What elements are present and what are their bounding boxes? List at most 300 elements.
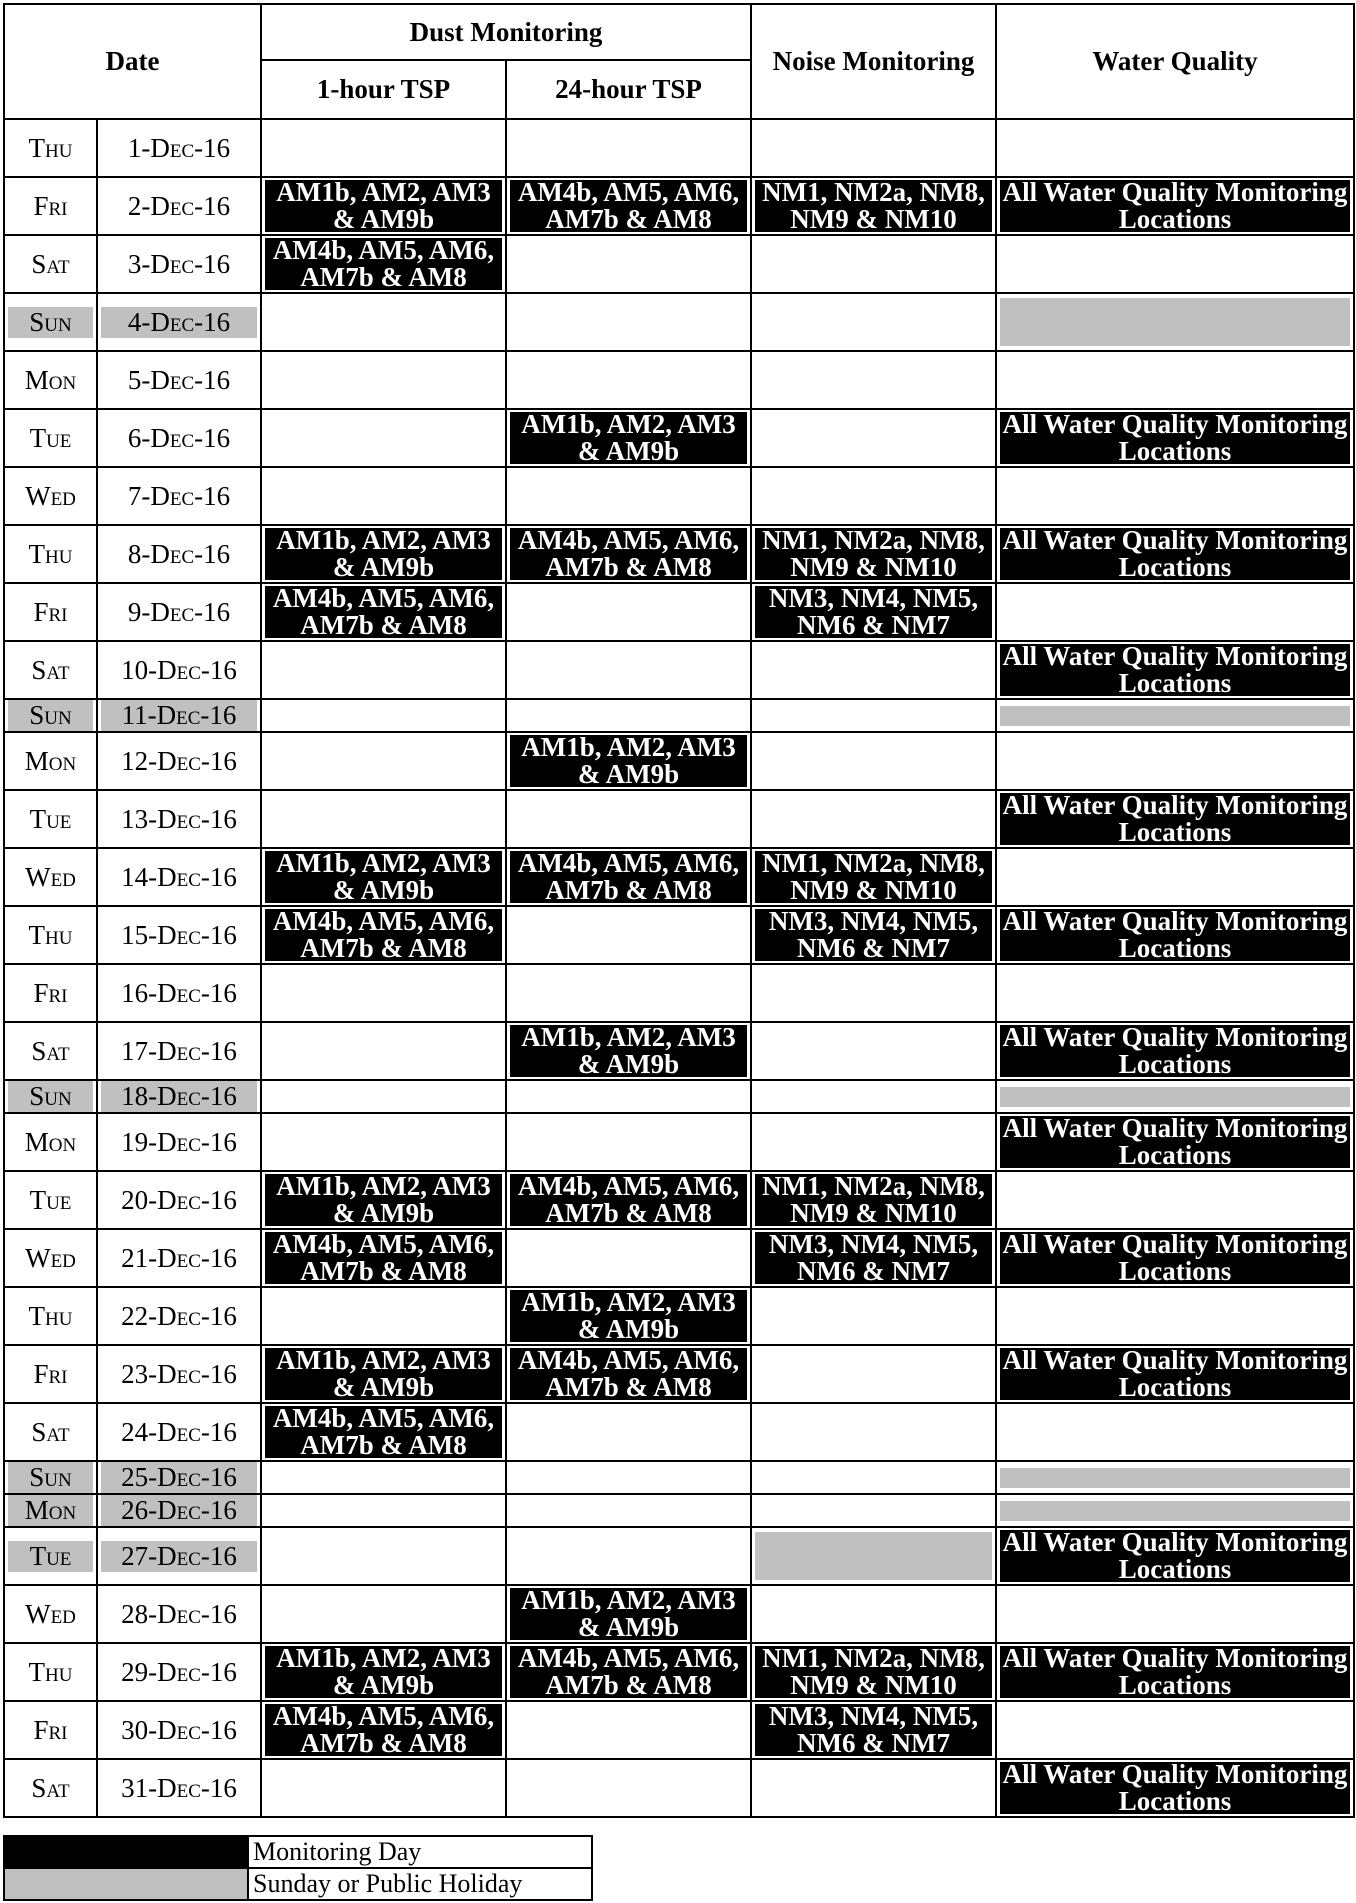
day-cell [4, 177, 97, 235]
water-cell [996, 1403, 1354, 1461]
day-cell [4, 1494, 97, 1527]
date-cell [97, 235, 261, 293]
noise-cell [751, 848, 996, 906]
monitoring-locations: NM3, NM4, NM5, NM6 & NM7 [755, 909, 992, 961]
tsp1-cell [261, 1585, 506, 1643]
tsp24-cell [506, 1171, 751, 1229]
noise-cell [751, 1113, 996, 1171]
day-cell [4, 732, 97, 790]
date-cell-text: 14-Dec-16 [121, 861, 237, 892]
table-row [4, 964, 1354, 1022]
water-cell [996, 848, 1354, 906]
date-cell-text: 18-Dec-16 [101, 1081, 257, 1112]
monitoring-locations: All Water Quality Monitoring Locations [1000, 1646, 1350, 1698]
table-row [4, 699, 1354, 732]
water-cell [996, 1701, 1354, 1759]
monitoring-locations: NM1, NM2a, NM8, NM9 & NM10 [755, 851, 992, 903]
legend-monitoring-swatch [4, 1836, 248, 1868]
date-cell-text: 16-Dec-16 [121, 977, 237, 1008]
noise-cell [751, 235, 996, 293]
tsp24-cell [506, 790, 751, 848]
tsp24-cell [506, 177, 751, 235]
water-cell [996, 119, 1354, 177]
date-cell-text: 1-Dec-16 [127, 132, 231, 163]
day-cell-text: Tue [29, 1184, 72, 1215]
day-cell [4, 1527, 97, 1585]
legend-holiday-swatch [4, 1868, 248, 1900]
day-cell [4, 1759, 97, 1817]
table-row [4, 641, 1354, 699]
day-cell-text: Sun [8, 1081, 93, 1112]
day-cell-text: Sat [31, 1416, 70, 1447]
monitoring-locations: NM3, NM4, NM5, NM6 & NM7 [755, 1704, 992, 1756]
date-cell [97, 177, 261, 235]
date-cell-text: 5-Dec-16 [127, 364, 231, 395]
water-cell [996, 235, 1354, 293]
tsp1-cell [261, 848, 506, 906]
date-cell-text: 21-Dec-16 [121, 1242, 237, 1273]
water-cell [996, 409, 1354, 467]
table-row [4, 409, 1354, 467]
day-cell [4, 409, 97, 467]
date-cell-text: 2-Dec-16 [127, 190, 231, 221]
header-noise-monitoring: Noise Monitoring [751, 4, 996, 119]
tsp1-cell [261, 119, 506, 177]
tsp24-cell [506, 409, 751, 467]
noise-cell [751, 119, 996, 177]
date-cell [97, 848, 261, 906]
water-cell [996, 1643, 1354, 1701]
tsp24-cell [506, 1022, 751, 1080]
table-row [4, 1759, 1354, 1817]
tsp24-cell [506, 235, 751, 293]
table-row [4, 1494, 1354, 1527]
water-cell [996, 1585, 1354, 1643]
monitoring-locations: All Water Quality Monitoring Locations [1000, 1025, 1350, 1077]
water-cell [996, 1345, 1354, 1403]
day-cell [4, 641, 97, 699]
noise-cell [751, 1345, 996, 1403]
monitoring-locations: AM4b, AM5, AM6, AM7b & AM8 [265, 1232, 502, 1284]
date-cell-text: 10-Dec-16 [121, 654, 237, 685]
water-cell [996, 177, 1354, 235]
tsp1-cell [261, 1494, 506, 1527]
day-cell-text: Fri [33, 596, 68, 627]
monitoring-locations: AM4b, AM5, AM6, AM7b & AM8 [265, 1406, 502, 1458]
monitoring-locations: AM4b, AM5, AM6, AM7b & AM8 [510, 1348, 747, 1400]
monitoring-locations: AM1b, AM2, AM3 & AM9b [510, 1290, 747, 1342]
day-cell [4, 235, 97, 293]
monitoring-locations: All Water Quality Monitoring Locations [1000, 412, 1350, 464]
day-cell [4, 1022, 97, 1080]
tsp1-cell [261, 1080, 506, 1113]
header-water-quality: Water Quality [996, 4, 1354, 119]
tsp24-cell [506, 351, 751, 409]
tsp1-cell [261, 1759, 506, 1817]
day-cell [4, 1345, 97, 1403]
noise-cell [751, 906, 996, 964]
water-cell [996, 1461, 1354, 1494]
date-cell-text: 9-Dec-16 [127, 596, 231, 627]
table-row [4, 119, 1354, 177]
tsp1-cell [261, 641, 506, 699]
monitoring-locations: AM1b, AM2, AM3 & AM9b [510, 1025, 747, 1077]
table-row [4, 351, 1354, 409]
tsp1-cell [261, 1287, 506, 1345]
tsp1-cell [261, 467, 506, 525]
monitoring-locations: AM4b, AM5, AM6, AM7b & AM8 [510, 851, 747, 903]
day-cell-text: Sun [8, 307, 93, 338]
date-cell-text: 15-Dec-16 [121, 919, 237, 950]
tsp1-cell [261, 790, 506, 848]
day-cell-text: Fri [33, 190, 68, 221]
monitoring-locations: AM1b, AM2, AM3 & AM9b [265, 1348, 502, 1400]
date-cell-text: 3-Dec-16 [127, 248, 231, 279]
date-cell-text: 19-Dec-16 [121, 1126, 237, 1157]
date-cell [97, 119, 261, 177]
water-cell [996, 351, 1354, 409]
noise-cell [751, 351, 996, 409]
date-cell [97, 525, 261, 583]
date-cell [97, 351, 261, 409]
day-cell-text: Tue [8, 1541, 93, 1572]
noise-cell [751, 790, 996, 848]
date-cell-text: 22-Dec-16 [121, 1300, 237, 1331]
monitoring-locations: AM4b, AM5, AM6, AM7b & AM8 [265, 586, 502, 638]
date-cell-text: 26-Dec-16 [101, 1495, 257, 1526]
water-cell [996, 964, 1354, 1022]
noise-cell [751, 964, 996, 1022]
tsp24-cell [506, 1461, 751, 1494]
tsp24-cell [506, 1643, 751, 1701]
date-cell [97, 1701, 261, 1759]
table-row [4, 1345, 1354, 1403]
date-cell [97, 1403, 261, 1461]
water-cell [996, 1080, 1354, 1113]
tsp24-cell [506, 641, 751, 699]
table-row [4, 177, 1354, 235]
tsp24-cell [506, 1759, 751, 1817]
water-cell [996, 1287, 1354, 1345]
tsp24-cell [506, 732, 751, 790]
day-cell [4, 1643, 97, 1701]
day-cell [4, 1113, 97, 1171]
date-cell-text: 20-Dec-16 [121, 1184, 237, 1215]
day-cell-text: Sun [8, 1462, 93, 1493]
tsp1-cell [261, 351, 506, 409]
date-cell-text: 4-Dec-16 [101, 307, 257, 338]
day-cell-text: Sat [31, 654, 70, 685]
date-cell [97, 1113, 261, 1171]
tsp24-cell [506, 964, 751, 1022]
day-cell [4, 1171, 97, 1229]
tsp1-cell [261, 1113, 506, 1171]
table-row [4, 1287, 1354, 1345]
header-date: Date [4, 4, 261, 119]
table-row [4, 235, 1354, 293]
tsp1-cell [261, 1022, 506, 1080]
tsp1-cell [261, 1643, 506, 1701]
table-row [4, 1701, 1354, 1759]
date-cell [97, 906, 261, 964]
monitoring-locations: All Water Quality Monitoring Locations [1000, 1348, 1350, 1400]
monitoring-locations: All Water Quality Monitoring Locations [1000, 793, 1350, 845]
day-cell-text: Thu [28, 538, 73, 569]
noise-cell [751, 1585, 996, 1643]
day-cell-text: Fri [33, 1358, 68, 1389]
date-cell-text: 8-Dec-16 [127, 538, 231, 569]
noise-cell [751, 641, 996, 699]
monitoring-locations: AM1b, AM2, AM3 & AM9b [265, 180, 502, 232]
tsp1-cell [261, 1403, 506, 1461]
water-cell [996, 1113, 1354, 1171]
day-cell [4, 790, 97, 848]
date-cell [97, 583, 261, 641]
monitoring-locations: NM3, NM4, NM5, NM6 & NM7 [755, 1232, 992, 1284]
monitoring-locations: AM1b, AM2, AM3 & AM9b [265, 1646, 502, 1698]
holiday-fill [1000, 1468, 1350, 1488]
monitoring-locations: All Water Quality Monitoring Locations [1000, 1530, 1350, 1582]
noise-cell [751, 409, 996, 467]
header-1-hour-tsp: 1-hour TSP [261, 60, 506, 119]
day-cell-text: Mon [24, 745, 77, 776]
monitoring-locations: All Water Quality Monitoring Locations [1000, 644, 1350, 696]
table-row [4, 1229, 1354, 1287]
tsp24-cell [506, 583, 751, 641]
day-cell [4, 351, 97, 409]
legend-holiday-label: Sunday or Public Holiday [248, 1868, 592, 1900]
tsp24-cell [506, 848, 751, 906]
water-cell [996, 1759, 1354, 1817]
day-cell-text: Wed [25, 1598, 76, 1629]
tsp1-cell [261, 1229, 506, 1287]
day-cell [4, 1461, 97, 1494]
date-cell [97, 1287, 261, 1345]
day-cell [4, 699, 97, 732]
tsp24-cell [506, 1403, 751, 1461]
monitoring-locations: AM1b, AM2, AM3 & AM9b [265, 528, 502, 580]
day-cell [4, 467, 97, 525]
schedule-body [4, 119, 1354, 1817]
water-cell [996, 467, 1354, 525]
table-row [4, 1113, 1354, 1171]
date-cell-text: 17-Dec-16 [121, 1035, 237, 1066]
tsp24-cell [506, 1113, 751, 1171]
legend [3, 1835, 593, 1901]
day-cell-text: Sun [8, 700, 93, 731]
date-cell-text: 27-Dec-16 [101, 1541, 257, 1572]
date-cell [97, 790, 261, 848]
date-cell [97, 1494, 261, 1527]
date-cell-text: 11-Dec-16 [101, 700, 257, 731]
noise-cell [751, 1403, 996, 1461]
tsp24-cell [506, 1585, 751, 1643]
holiday-fill [755, 1532, 992, 1580]
day-cell-text: Mon [24, 364, 77, 395]
monitoring-locations: AM4b, AM5, AM6, AM7b & AM8 [265, 238, 502, 290]
date-cell [97, 964, 261, 1022]
day-cell-text: Fri [33, 1714, 68, 1745]
table-row [4, 293, 1354, 351]
day-cell [4, 1585, 97, 1643]
day-cell-text: Fri [33, 977, 68, 1008]
day-cell-text: Sat [31, 1035, 70, 1066]
day-cell-text: Sat [31, 1772, 70, 1803]
date-cell-text: 25-Dec-16 [101, 1462, 257, 1493]
noise-cell [751, 1701, 996, 1759]
day-cell-text: Sat [31, 248, 70, 279]
water-cell [996, 1171, 1354, 1229]
noise-cell [751, 699, 996, 732]
day-cell [4, 1701, 97, 1759]
monitoring-locations: All Water Quality Monitoring Locations [1000, 909, 1350, 961]
noise-cell [751, 1229, 996, 1287]
monitoring-locations: AM4b, AM5, AM6, AM7b & AM8 [510, 1174, 747, 1226]
date-cell [97, 1585, 261, 1643]
noise-cell [751, 1171, 996, 1229]
noise-cell [751, 1461, 996, 1494]
tsp24-cell [506, 467, 751, 525]
table-row [4, 790, 1354, 848]
date-cell-text: 7-Dec-16 [127, 480, 231, 511]
monitoring-locations: AM1b, AM2, AM3 & AM9b [510, 412, 747, 464]
day-cell [4, 1229, 97, 1287]
tsp1-cell [261, 1461, 506, 1494]
date-cell [97, 467, 261, 525]
water-cell [996, 525, 1354, 583]
date-cell-text: 24-Dec-16 [121, 1416, 237, 1447]
monitoring-locations: NM1, NM2a, NM8, NM9 & NM10 [755, 1646, 992, 1698]
tsp24-cell [506, 1229, 751, 1287]
table-row [4, 732, 1354, 790]
tsp1-cell [261, 293, 506, 351]
table-row [4, 1080, 1354, 1113]
day-cell-text: Wed [25, 1242, 76, 1273]
noise-cell [751, 177, 996, 235]
day-cell [4, 964, 97, 1022]
day-cell-text: Mon [8, 1495, 93, 1526]
day-cell-text: Wed [25, 861, 76, 892]
tsp1-cell [261, 177, 506, 235]
header-24-hour-tsp: 24-hour TSP [506, 60, 751, 119]
water-cell [996, 1022, 1354, 1080]
tsp24-cell [506, 119, 751, 177]
holiday-fill [1000, 1087, 1350, 1107]
day-cell [4, 1080, 97, 1113]
date-cell [97, 1229, 261, 1287]
tsp1-cell [261, 235, 506, 293]
tsp1-cell [261, 906, 506, 964]
table-row [4, 1585, 1354, 1643]
noise-cell [751, 467, 996, 525]
day-cell [4, 525, 97, 583]
day-cell [4, 848, 97, 906]
water-cell [996, 1229, 1354, 1287]
water-cell [996, 583, 1354, 641]
date-cell-text: 29-Dec-16 [121, 1656, 237, 1687]
monitoring-locations: AM4b, AM5, AM6, AM7b & AM8 [510, 1646, 747, 1698]
tsp1-cell [261, 699, 506, 732]
water-cell [996, 293, 1354, 351]
date-cell-text: 30-Dec-16 [121, 1714, 237, 1745]
noise-cell [751, 1494, 996, 1527]
monitoring-locations: NM3, NM4, NM5, NM6 & NM7 [755, 586, 992, 638]
tsp24-cell [506, 1494, 751, 1527]
date-cell-text: 12-Dec-16 [121, 745, 237, 776]
table-row [4, 848, 1354, 906]
day-cell-text: Wed [25, 480, 76, 511]
water-cell [996, 699, 1354, 732]
day-cell-text: Tue [29, 422, 72, 453]
monitoring-locations: All Water Quality Monitoring Locations [1000, 180, 1350, 232]
noise-cell [751, 293, 996, 351]
water-cell [996, 641, 1354, 699]
tsp1-cell [261, 1527, 506, 1585]
monitoring-locations: NM1, NM2a, NM8, NM9 & NM10 [755, 1174, 992, 1226]
monitoring-locations: AM1b, AM2, AM3 & AM9b [510, 735, 747, 787]
tsp1-cell [261, 1701, 506, 1759]
monitoring-locations: AM1b, AM2, AM3 & AM9b [265, 1174, 502, 1226]
water-cell [996, 906, 1354, 964]
water-cell [996, 732, 1354, 790]
noise-cell [751, 1759, 996, 1817]
noise-cell [751, 1643, 996, 1701]
table-row [4, 1171, 1354, 1229]
day-cell [4, 119, 97, 177]
tsp1-cell [261, 964, 506, 1022]
monitoring-locations: AM1b, AM2, AM3 & AM9b [510, 1588, 747, 1640]
table-row [4, 906, 1354, 964]
noise-cell [751, 1080, 996, 1113]
monitoring-locations: AM4b, AM5, AM6, AM7b & AM8 [510, 528, 747, 580]
holiday-fill [1000, 706, 1350, 726]
noise-cell [751, 732, 996, 790]
tsp24-cell [506, 1701, 751, 1759]
date-cell [97, 699, 261, 732]
day-cell-text: Thu [28, 1656, 73, 1687]
noise-cell [751, 1287, 996, 1345]
tsp24-cell [506, 1345, 751, 1403]
day-cell-text: Tue [29, 803, 72, 834]
date-cell [97, 1643, 261, 1701]
table-row [4, 1022, 1354, 1080]
tsp1-cell [261, 732, 506, 790]
tsp24-cell [506, 906, 751, 964]
noise-cell [751, 583, 996, 641]
date-cell-text: 6-Dec-16 [127, 422, 231, 453]
table-row [4, 583, 1354, 641]
noise-cell [751, 1022, 996, 1080]
monitoring-locations: AM4b, AM5, AM6, AM7b & AM8 [265, 909, 502, 961]
date-cell [97, 1080, 261, 1113]
monitoring-locations: NM1, NM2a, NM8, NM9 & NM10 [755, 528, 992, 580]
day-cell-text: Mon [24, 1126, 77, 1157]
day-cell [4, 583, 97, 641]
table-row [4, 1527, 1354, 1585]
monitoring-locations: AM4b, AM5, AM6, AM7b & AM8 [265, 1704, 502, 1756]
date-cell [97, 732, 261, 790]
table-row [4, 1643, 1354, 1701]
tsp24-cell [506, 1080, 751, 1113]
tsp24-cell [506, 699, 751, 732]
date-cell [97, 1461, 261, 1494]
monitoring-locations: All Water Quality Monitoring Locations [1000, 1116, 1350, 1168]
header-dust-monitoring: Dust Monitoring [261, 4, 751, 60]
water-cell [996, 1527, 1354, 1585]
tsp1-cell [261, 583, 506, 641]
tsp1-cell [261, 1171, 506, 1229]
date-cell [97, 1345, 261, 1403]
